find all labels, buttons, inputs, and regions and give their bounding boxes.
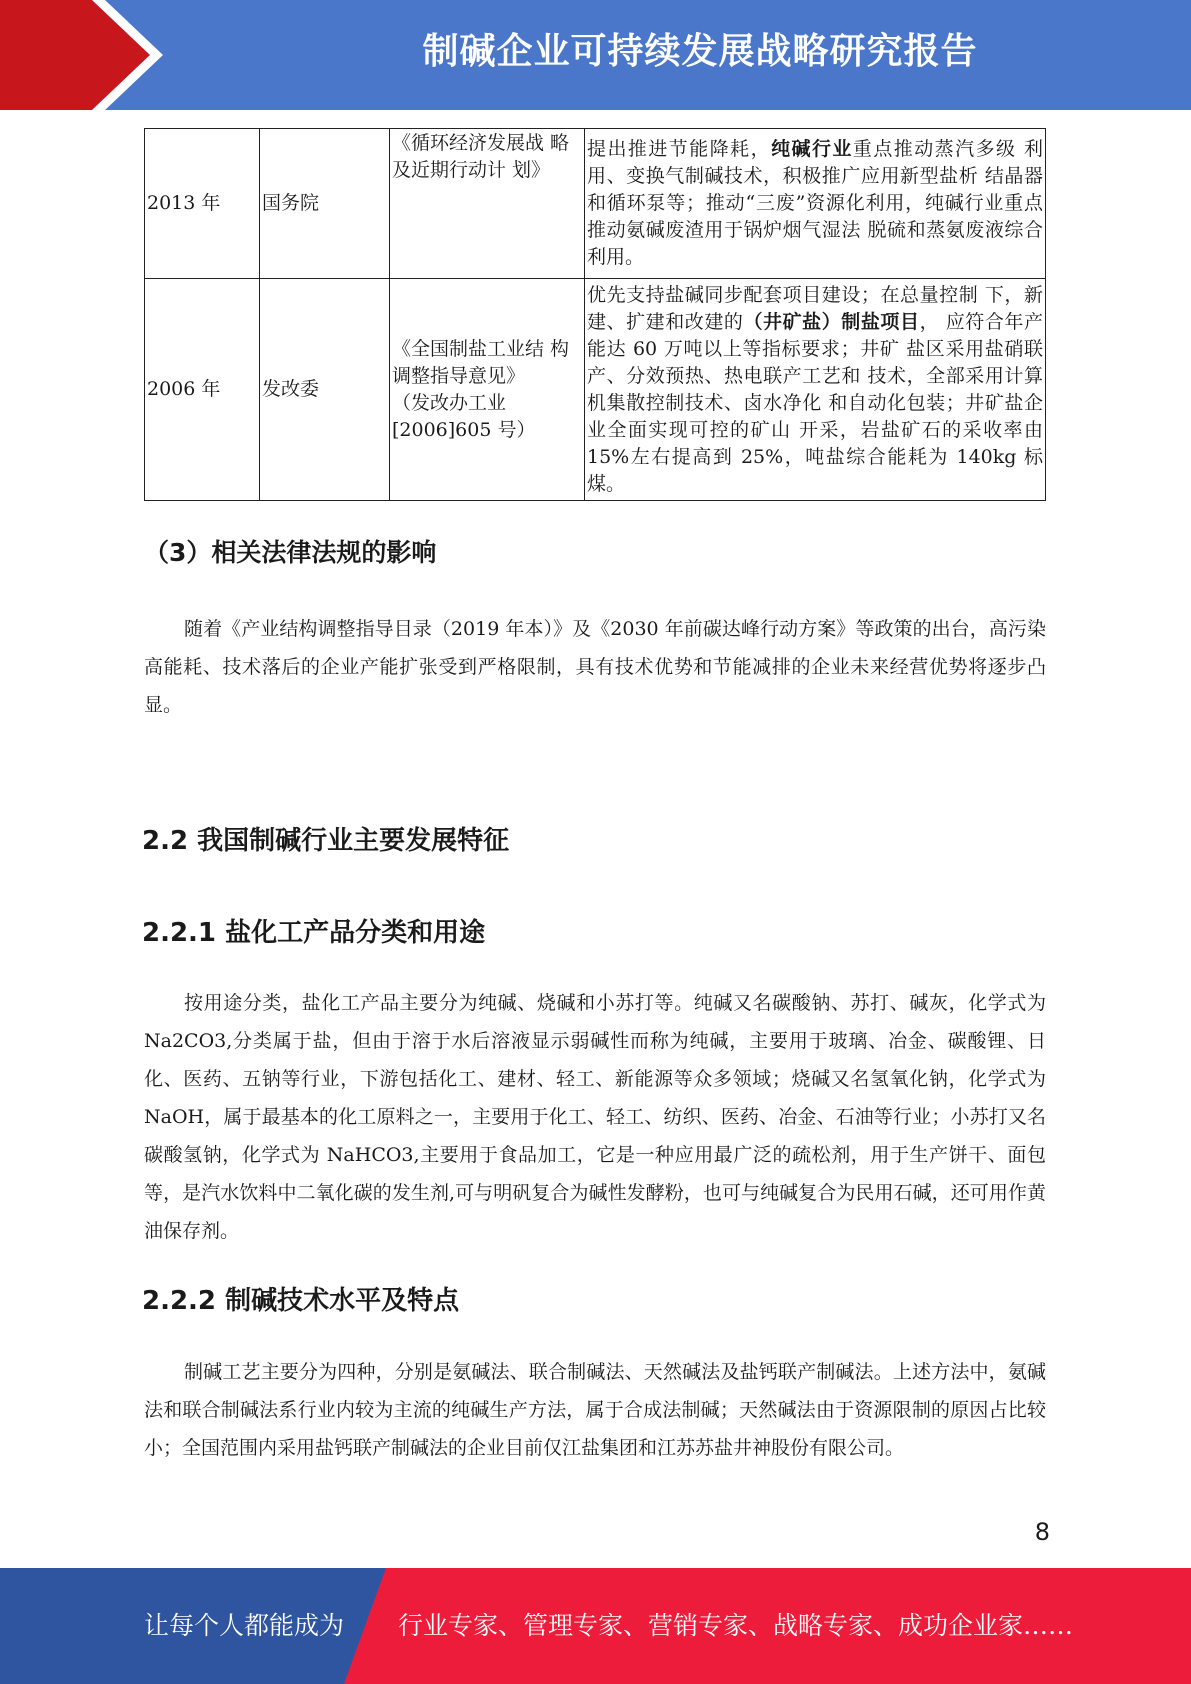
table-row: [145, 279, 1046, 501]
report-title: 制碱企业可持续发展战略研究报告: [422, 31, 978, 72]
cell-content: [585, 129, 1046, 279]
section-2-2-1-paragraph: 按用途分类，盐化工产品主要分为纯碱、烧碱和小苏打等。纯碱又名碳酸钠、苏打、碱灰，化学式为 Na2CO3,分类属于盐，但由于溶于水后溶液显示弱碱性而称为纯碱，主要用于玻璃、冶金、碳酸锂、日化、医药、五钠等行业，下游包括化工、建材、轻工、新能源等众多领域；烧碱又名氢氧化钠，化学式为 NaOH，属于最基本的化工原料之一，主要用于化工、轻工、纺织、医药、冶金、石油等行业；小苏打又名碳酸氢钠，化学式为 NaHCO3,主要用于食品加工，它是一种应用最广泛的疏松剂，用于生产饼干、面包等，是汽水饮料中二氧化碳的发生剂,可与明矾复合为碱性发酵粉，也可与纯碱复合为民用石碱，还可用作黄油保存剂。: [144, 992, 1046, 1242]
cell-year: 2013 年: [145, 129, 260, 279]
policy-table: [144, 128, 1046, 501]
section-2-2-2-heading: 2.2.2 制碱技术水平及特点: [142, 1286, 460, 1316]
cell-document: 《循环经济发展战 略及近期行动计 划》: [390, 129, 585, 279]
content-text: 重点推动蒸汽多级 利用、变换气制碱技术，积极推广应用新型盐析 结晶器和循环泵等；推动“三废”资源化利用，纯碱行业重点推动氨碱废渣用于锅炉烟气湿法 脱硫和蒸氨废液综合利用。: [587, 138, 1043, 268]
cell-org: 发改委: [260, 279, 390, 501]
page-number: 8: [1034, 1518, 1050, 1546]
cell-content: [585, 279, 1046, 501]
section-2-2-2-paragraph: 制碱工艺主要分为四种，分别是氨碱法、联合制碱法、天然碱法及盐钙联产制碱法。上述方法中，氨碱法和联合制碱法系行业内较为主流的纯碱生产方法，属于合成法制碱；天然碱法由于资源限制的原因占比较小；全国范围内采用盐钙联产制碱法的企业目前仅江盐集团和江苏苏盐井神股份有限公司。: [144, 1361, 1046, 1459]
content-text: 优先支持盐碱同步配套项目建设；在总量控制 下，新建、扩建和改建的: [587, 283, 1043, 333]
page-header: [0, 0, 1191, 110]
document-name: 《全国制盐工业结 构调整指导意见》: [392, 337, 570, 387]
footer-slogan-right: 行业专家、管理专家、营销专家、战略专家、成功企业家……: [398, 1611, 1074, 1640]
law-paragraph: 随着《产业结构调整指导目录（2019 年本）》及《2030 年前碳达峰行动方案》等政策的出台，高污染高能耗、技术落后的企业产能扩张受到严格限制，具有技术优势和节能减排的企业未来经营优势将逐步凸显。: [144, 618, 1046, 716]
content-keyword: （井矿盐）制盐项目: [743, 310, 920, 333]
content-text: 提出推进节能降耗，: [587, 138, 772, 160]
section-2-2-1-heading: 2.2.1 盐化工产品分类和用途: [142, 918, 486, 948]
cell-org: 国务院: [260, 129, 390, 279]
footer-slogan-left: 让每个人都能成为: [144, 1611, 345, 1640]
law-heading: （3）相关法律法规的影响: [144, 538, 437, 567]
content-text: ， 应符合年产能达 60 万吨以上等指标要求；井矿 盐区采用盐硝联产、分效预热、热电联产工艺和 技术，全部采用计算机集散控制技术、卤水净化 和自动化包装；井矿盐企业全面实现可控的矿山 开采，岩盐矿石的采收率由 15%左右提高到 25%，吨盐综合能耗为 140kg 标煤。: [587, 310, 1043, 495]
page-footer: [0, 1568, 1191, 1684]
document-number: （发改办工业[2006]605 号）: [392, 391, 536, 441]
section-2-2-heading: 2.2 我国制碱行业主要发展特征: [142, 826, 510, 856]
content-keyword: 纯碱行业: [771, 138, 853, 160]
cell-year: 2006 年: [145, 279, 260, 501]
cell-document: [390, 279, 585, 501]
table-row: [145, 129, 1046, 279]
